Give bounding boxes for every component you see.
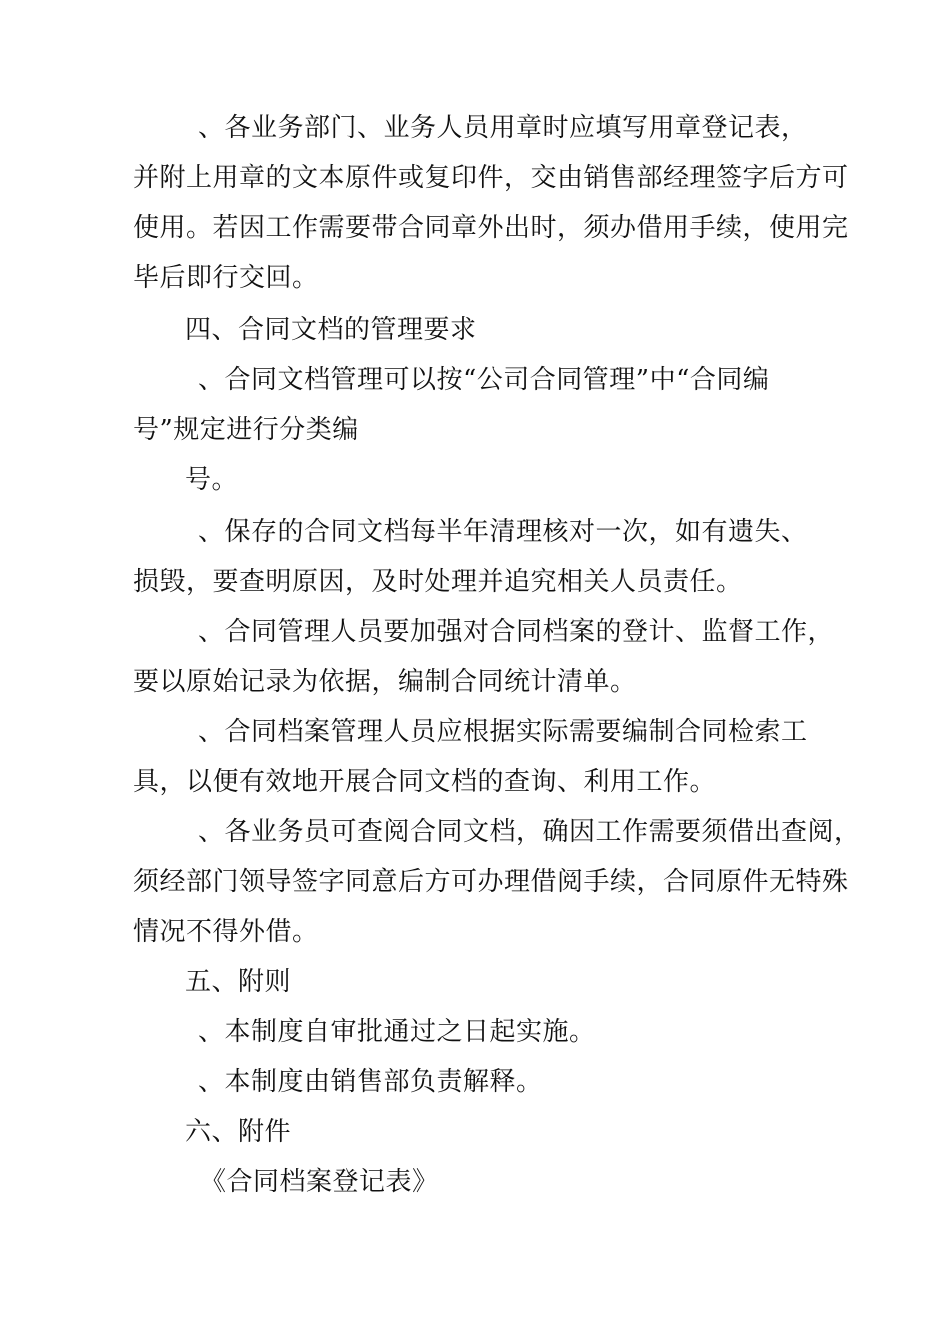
text-line: 损毁，要查明原因，及时处理并追究相关人员责任。: [133, 567, 743, 597]
text-line: 、各业务员可查阅合同文档，确因工作需要须借出查阅，: [198, 817, 861, 847]
section-heading: 四、合同文档的管理要求: [185, 315, 477, 345]
text-line: 具，以便有效地开展合同文档的查询、利用工作。: [133, 767, 717, 797]
text-line: 、本制度由销售部负责解释。: [198, 1067, 543, 1097]
section-heading: 五、附则: [185, 967, 292, 997]
section-heading: 六、附件: [185, 1117, 292, 1147]
text-line: 号”规定进行分类编: [133, 415, 359, 445]
text-line: 毕后即行交回。: [133, 263, 319, 293]
text-line: 、合同管理人员要加强对合同档案的登计、监督工作，: [198, 617, 835, 647]
text-line: 情况不得外借。: [133, 917, 319, 947]
text-line: 、保存的合同文档每半年清理核对一次，如有遗失、: [198, 517, 808, 547]
text-line: 要以原始记录为依据，编制合同统计清单。: [133, 667, 637, 697]
attachment-title: 《合同档案登记表》: [200, 1167, 439, 1197]
text-line: 、合同档案管理人员应根据实际需要编制合同检索工: [198, 717, 808, 747]
text-line: 号。: [185, 465, 239, 495]
text-line: 、本制度自审批通过之日起实施。: [198, 1017, 596, 1047]
text-line: 并附上用章的文本原件或复印件，交由销售部经理签字后方可: [133, 163, 849, 193]
text-line: 、合同文档管理可以按“公司合同管理”中“合同编: [198, 365, 770, 395]
text-line: 、各业务部门、业务人员用章时应填写用章登记表，: [198, 113, 808, 143]
text-line: 使用。若因工作需要带合同章外出时，须办借用手续，使用完: [133, 213, 849, 243]
text-line: 须经部门领导签字同意后方可办理借阅手续，合同原件无特殊: [133, 867, 849, 897]
